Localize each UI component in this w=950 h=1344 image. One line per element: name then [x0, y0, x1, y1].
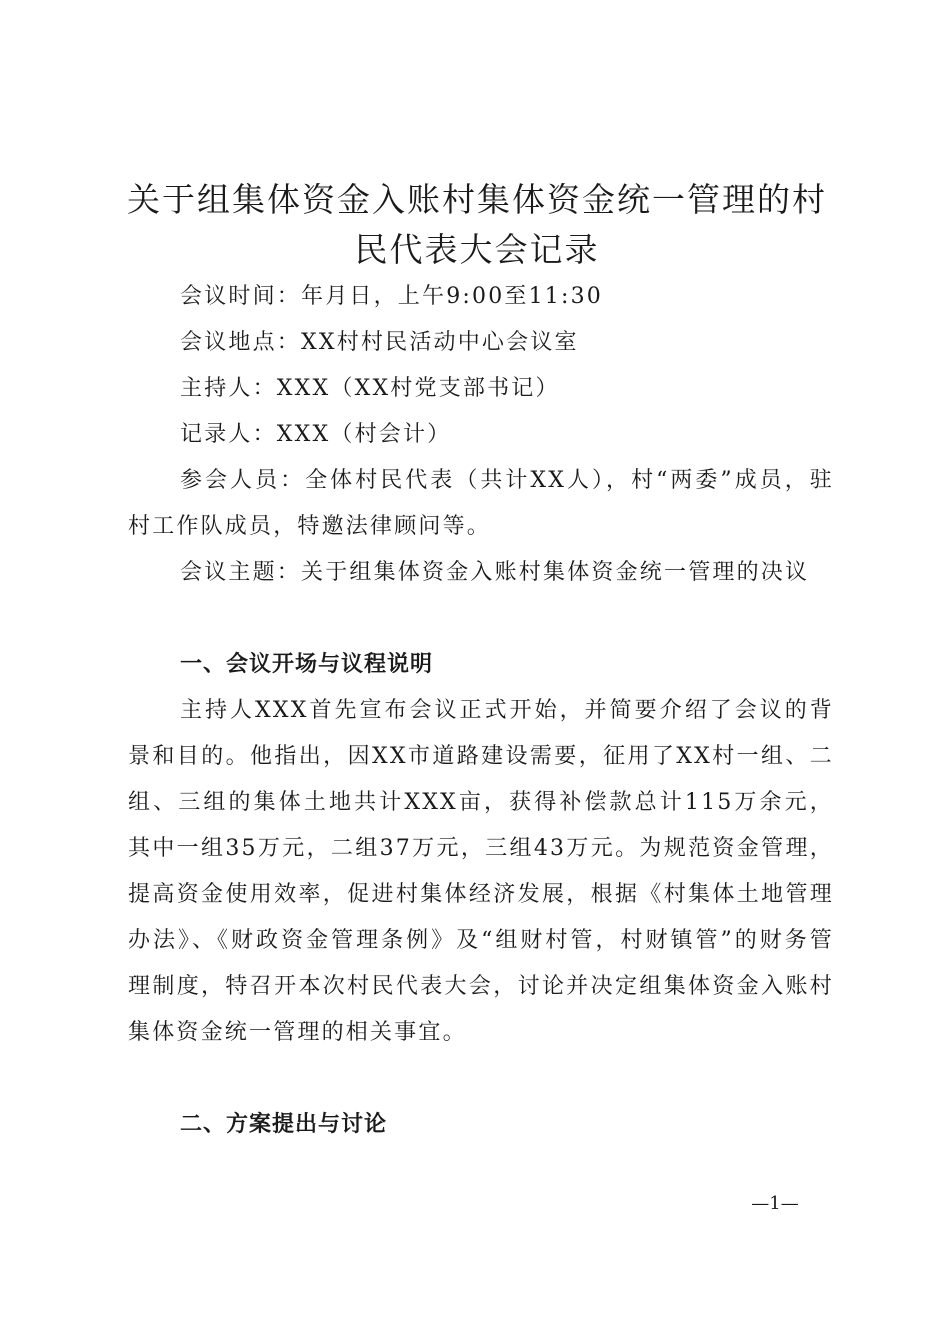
- meeting-attendees: 参会人员：全体村民代表（共计XX人），村“两委”成员，驻村工作队成员，特邀法律顾问等。: [128, 468, 834, 539]
- section-heading-proposal: 二、方案提出与讨论: [180, 1112, 388, 1137]
- page-number: —1—: [751, 1193, 799, 1214]
- meeting-topic: 会议主题：关于组集体资金入账村集体资金统一管理的决议: [180, 560, 810, 585]
- section-body-opening: 主持人XXX首先宣布会议正式开始，并简要介绍了会议的背景和目的。他指出，因XX市道路建设需要，征用了XX村一组、二组、三组的集体土地共计XXX亩，获得补偿款总计115万余元，其中一组35万元，二组37万元，三组43万元。为规范资金管理，提高资金使用效率，促进村集体经济发展，根据《村集体土地管理办法》、《财政资金管理条例》及“组财村管，村财镇管”的财务管理制度，特召开本次村民代表大会，讨论并决定组集体资金入账村集体资金统一管理的相关事宜。: [128, 698, 834, 1045]
- meeting-time: 会议时间：年月日，上午9:00至11:30: [180, 284, 604, 309]
- section-heading-opening: 一、会议开场与议程说明: [180, 652, 434, 677]
- meeting-host: 主持人：XXX（XX村党支部书记）: [180, 376, 560, 401]
- document-title: 关于组集体资金入账村集体资金统一管理的村民代表大会记录: [127, 180, 827, 269]
- meeting-location: 会议地点：XX村村民活动中心会议室: [180, 330, 579, 355]
- meeting-recorder: 记录人：XXX（村会计）: [180, 422, 452, 447]
